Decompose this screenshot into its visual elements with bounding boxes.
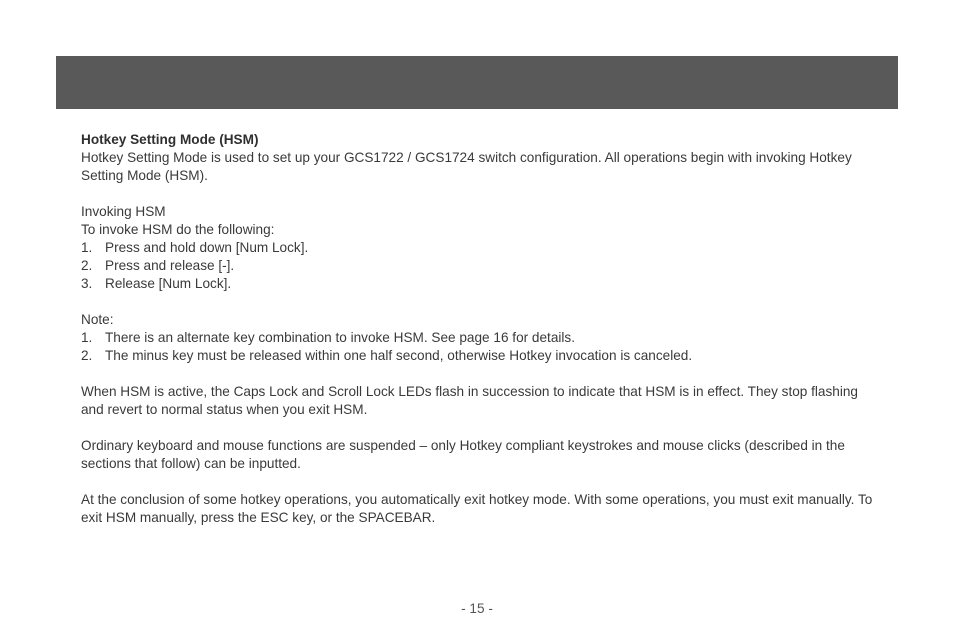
list-text: Press and hold down [Num Lock]. [105, 240, 309, 255]
list-item [81, 257, 881, 275]
list-number: 3. [81, 276, 93, 291]
invoking-lead: To invoke HSM do the following: [81, 222, 275, 237]
spacer [81, 365, 881, 383]
page-number: - 15 - [461, 601, 493, 616]
leds-paragraph: When HSM is active, the Caps Lock and Scroll Lock LEDs flash in succession to indicate that HSM is in effect. They stop flashing and revert to normal status when you exit HSM. [81, 384, 858, 417]
list-text: There is an alternate key combination to invoke HSM. See page 16 for details. [105, 330, 575, 345]
list-number: 2. [81, 258, 93, 273]
list-item [81, 347, 881, 365]
list-item [81, 239, 881, 257]
note-label: Note: [81, 312, 114, 327]
exit-paragraph: At the conclusion of some hotkey operations, you automatically exit hotkey mode. With some operations, you must exit manually. To exit HSM manually, press the ESC key, or the SPACEBAR. [81, 492, 873, 525]
document-body [81, 131, 881, 527]
list-text: The minus key must be released within one half second, otherwise Hotkey invocation is canceled. [105, 348, 693, 363]
spacer [81, 185, 881, 203]
list-number: 1. [81, 240, 93, 255]
list-text: Press and release [-]. [105, 258, 235, 273]
spacer [81, 293, 881, 311]
steps-list [81, 239, 881, 293]
list-number: 2. [81, 348, 93, 363]
list-item [81, 329, 881, 347]
invoking-title: Invoking HSM [81, 204, 166, 219]
intro-paragraph: Hotkey Setting Mode is used to set up your GCS1722 / GCS1724 switch configuration. All operations begin with invoking Hotkey Setting Mode (HSM). [81, 150, 852, 183]
section-heading: Hotkey Setting Mode (HSM) [81, 132, 259, 147]
spacer [81, 419, 881, 437]
header-bar [56, 56, 898, 109]
list-number: 1. [81, 330, 93, 345]
list-item [81, 275, 881, 293]
notes-list [81, 329, 881, 365]
spacer [81, 473, 881, 491]
suspended-paragraph: Ordinary keyboard and mouse functions are suspended – only Hotkey compliant keystrokes and mouse clicks (described in the sections that follow) can be inputted. [81, 438, 845, 471]
list-text: Release [Num Lock]. [105, 276, 232, 291]
